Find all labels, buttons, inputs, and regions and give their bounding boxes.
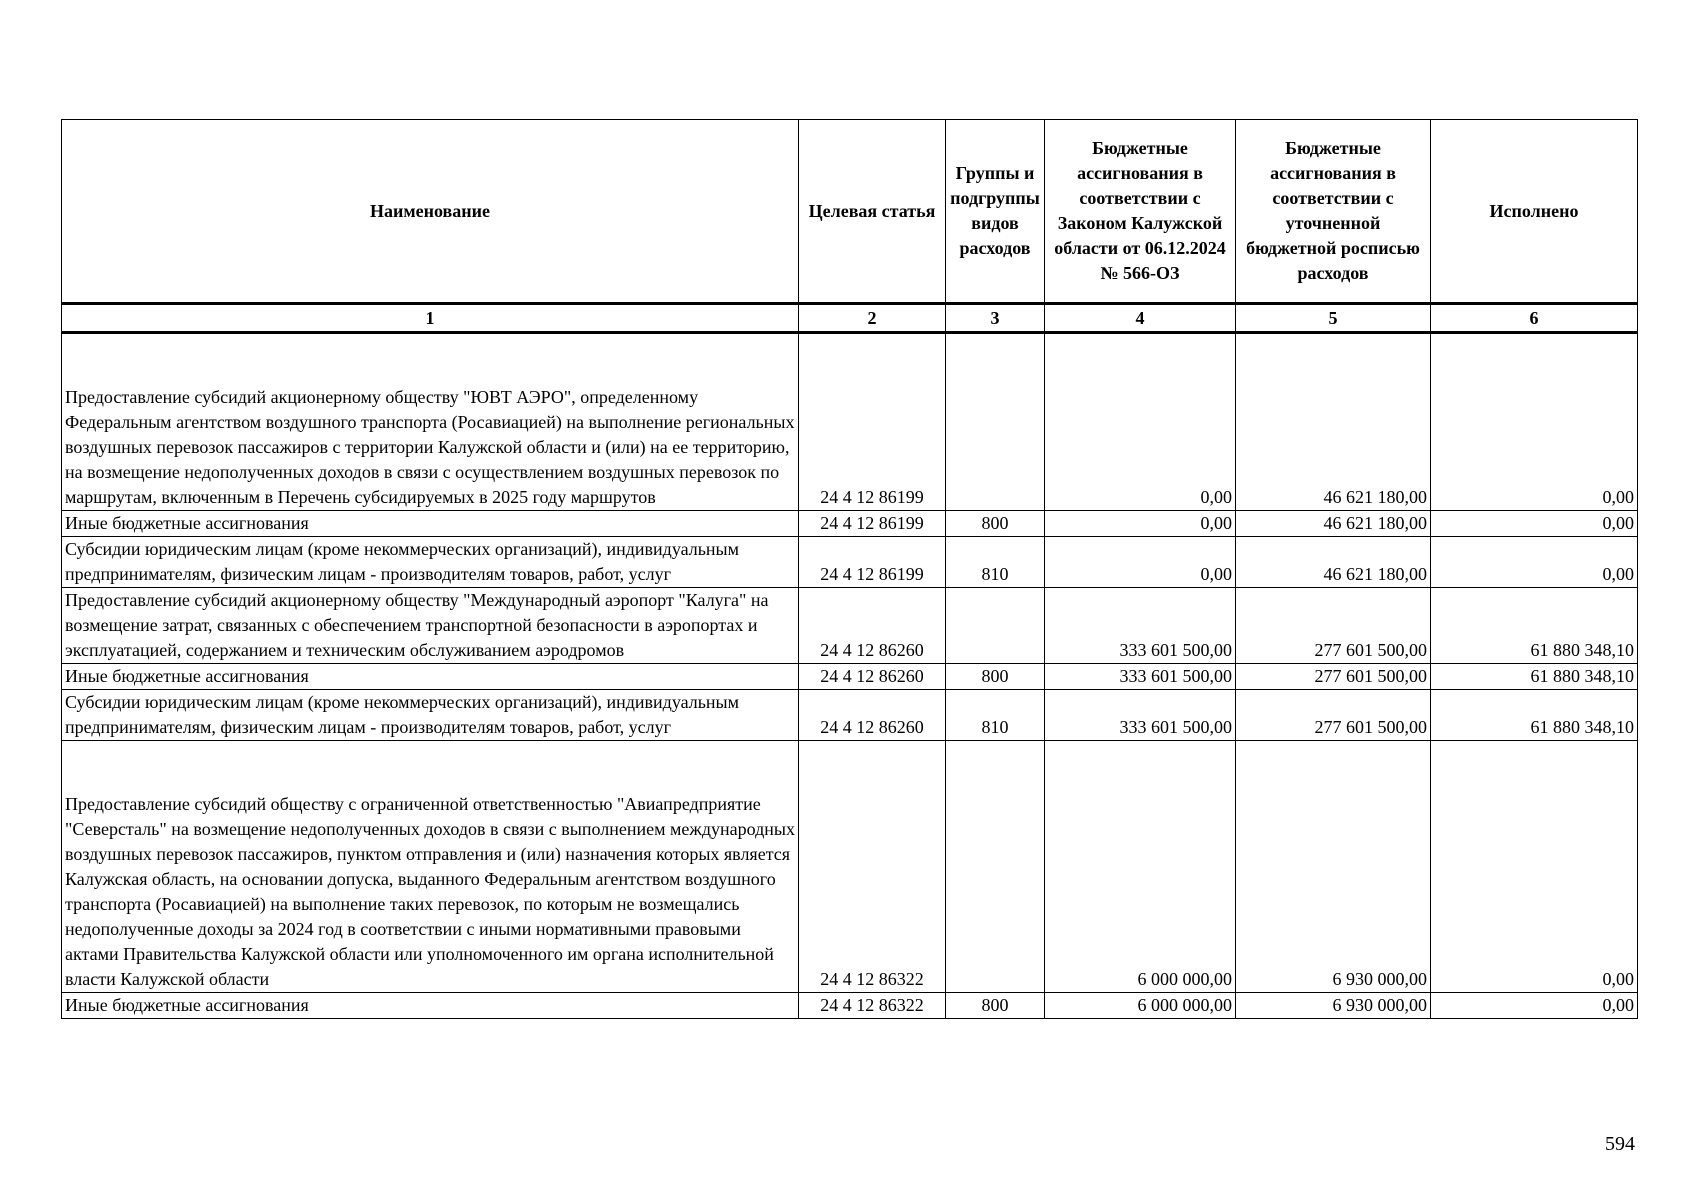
row-name: Иные бюджетные ассигнования xyxy=(62,993,799,1019)
budget-table xyxy=(61,119,1638,1019)
header-roll: Бюджетные ассигнования в соответствии с уточненной бюджетной росписью расходов xyxy=(1236,120,1431,304)
row-name: Иные бюджетные ассигнования xyxy=(62,511,799,537)
row-done: 0,00 xyxy=(1431,537,1638,588)
row-name: Субсидии юридическим лицам (кроме некоммерческих организаций), индивидуальным предпринимателям, физическим лицам - производителям товаров, работ, услуг xyxy=(62,537,799,588)
row-roll: 46 621 180,00 xyxy=(1236,511,1431,537)
row-name: Предоставление субсидий обществу с ограниченной ответственностью "Авиапредприятие "Северсталь" на возмещение недополученных доходов в связи с выполнением международных воздушных перевозок пассажиров, пунктом отправления и (или) назначения которых является Калужская область, на основании допуска, выданного Федеральным агентством воздушного транспорта (Росавиацией) на выполнение таких перевозок, по которым не возмещались недополученные доходы за 2024 год в соответствии с иными нормативными правовыми актами Правительства Калужской области или уполномоченного им органа исполнительной власти Калужской области xyxy=(62,741,799,993)
row-law: 333 601 500,00 xyxy=(1045,588,1236,664)
row-roll: 277 601 500,00 xyxy=(1236,664,1431,690)
row-code: 24 4 12 86260 xyxy=(799,664,946,690)
row-code: 24 4 12 86322 xyxy=(799,993,946,1019)
row-name: Предоставление субсидий акционерному обществу "Международный аэропорт "Калуга" на возмещение затрат, связанных с обеспечением транспортной безопасности в аэропортах и эксплуатацией, содержанием и техническим обслуживанием аэродромов xyxy=(62,588,799,664)
row-done: 61 880 348,10 xyxy=(1431,690,1638,741)
header-groups: Группы и подгруппы видов расходов xyxy=(946,120,1045,304)
row-roll: 277 601 500,00 xyxy=(1236,588,1431,664)
col-number: 1 xyxy=(62,304,799,333)
table-row xyxy=(62,993,1638,1019)
row-name: Субсидии юридическим лицам (кроме некоммерческих организаций), индивидуальным предпринимателям, физическим лицам - производителям товаров, работ, услуг xyxy=(62,690,799,741)
row-law: 333 601 500,00 xyxy=(1045,690,1236,741)
table-row xyxy=(62,537,1638,588)
col-number: 5 xyxy=(1236,304,1431,333)
page-number: 594 xyxy=(1605,1133,1635,1155)
row-law: 333 601 500,00 xyxy=(1045,664,1236,690)
row-roll: 277 601 500,00 xyxy=(1236,690,1431,741)
row-done: 0,00 xyxy=(1431,993,1638,1019)
row-done: 61 880 348,10 xyxy=(1431,664,1638,690)
row-law: 6 000 000,00 xyxy=(1045,741,1236,993)
header-law: Бюджетные ассигнования в соответствии с Законом Калужской области от 06.12.2024 № 566-ОЗ xyxy=(1045,120,1236,304)
row-group: 800 xyxy=(946,511,1045,537)
table-row xyxy=(62,741,1638,993)
col-number: 2 xyxy=(799,304,946,333)
table-row xyxy=(62,664,1638,690)
column-number-row xyxy=(62,304,1638,333)
col-number: 4 xyxy=(1045,304,1236,333)
row-law: 0,00 xyxy=(1045,333,1236,511)
row-code: 24 4 12 86199 xyxy=(799,333,946,511)
header-row xyxy=(62,120,1638,304)
row-done: 0,00 xyxy=(1431,741,1638,993)
row-code: 24 4 12 86322 xyxy=(799,741,946,993)
row-law: 6 000 000,00 xyxy=(1045,993,1236,1019)
header-target: Целевая статья xyxy=(799,120,946,304)
row-law: 0,00 xyxy=(1045,537,1236,588)
table-row xyxy=(62,690,1638,741)
row-done: 0,00 xyxy=(1431,511,1638,537)
header-done: Исполнено xyxy=(1431,120,1638,304)
row-done: 0,00 xyxy=(1431,333,1638,511)
table-row xyxy=(62,511,1638,537)
row-name: Предоставление субсидий акционерному обществу "ЮВТ АЭРО", определенному Федеральным агентством воздушного транспорта (Росавиацией) на выполнение региональных воздушных перевозок пассажиров с территории Калужской области и (или) на ее территорию, на возмещение недополученных доходов в связи с осуществлением воздушных перевозок по маршрутам, включенным в Перечень субсидируемых в 2025 году маршрутов xyxy=(62,333,799,511)
row-group: 800 xyxy=(946,664,1045,690)
row-code: 24 4 12 86260 xyxy=(799,588,946,664)
row-roll: 6 930 000,00 xyxy=(1236,741,1431,993)
row-roll: 6 930 000,00 xyxy=(1236,993,1431,1019)
row-name: Иные бюджетные ассигнования xyxy=(62,664,799,690)
row-done: 61 880 348,10 xyxy=(1431,588,1638,664)
row-group xyxy=(946,333,1045,511)
row-code: 24 4 12 86260 xyxy=(799,690,946,741)
row-group: 810 xyxy=(946,537,1045,588)
table-row xyxy=(62,333,1638,511)
row-code: 24 4 12 86199 xyxy=(799,537,946,588)
row-group: 800 xyxy=(946,993,1045,1019)
row-group xyxy=(946,588,1045,664)
col-number: 3 xyxy=(946,304,1045,333)
row-group: 810 xyxy=(946,690,1045,741)
row-code: 24 4 12 86199 xyxy=(799,511,946,537)
row-law: 0,00 xyxy=(1045,511,1236,537)
row-group xyxy=(946,741,1045,993)
col-number: 6 xyxy=(1431,304,1638,333)
row-roll: 46 621 180,00 xyxy=(1236,537,1431,588)
table-row xyxy=(62,588,1638,664)
row-roll: 46 621 180,00 xyxy=(1236,333,1431,511)
header-name: Наименование xyxy=(62,120,799,304)
